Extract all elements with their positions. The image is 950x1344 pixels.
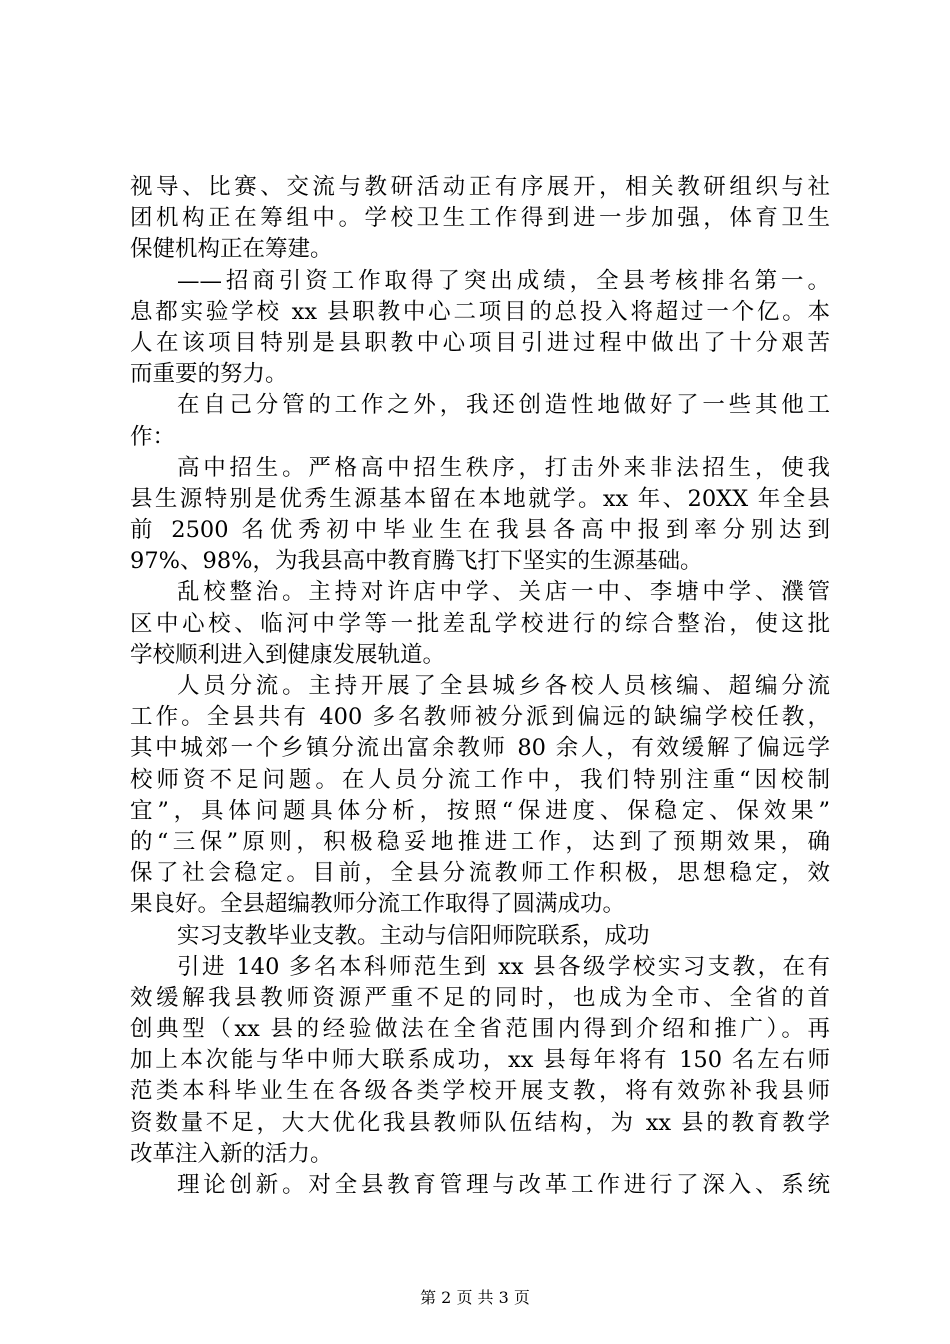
text-line: 果良好。全县超编教师分流工作取得了圆满成功。 xyxy=(130,891,626,918)
text-line: 县生源特别是优秀生源基本留在本地就学。xx 年、20XX 年全县 xyxy=(130,485,830,512)
document-body xyxy=(130,172,830,1201)
text-line: 范类本科毕业生在各级各类学校开展支教，将有效弥补我县师 xyxy=(130,1078,830,1105)
text-line: 息都实验学校 xx 县职教中心二项目的总投入将超过一个亿。本 xyxy=(130,298,830,325)
text-line: 而重要的努力。 xyxy=(130,361,288,388)
text-line: 宜”，具体问题具体分析，按照“保进度、保稳定、保效果” xyxy=(130,797,830,824)
text-line: 在自己分管的工作之外，我还创造性地做好了一些其他工 xyxy=(177,392,830,419)
text-line: 引进 140 多名本科师范生到 xx 县各级学校实习支教，在有 xyxy=(177,953,830,980)
text-line: 区中心校、临河中学等一批差乱学校进行的综合整治，使这批 xyxy=(130,610,830,637)
page-footer: 第 2 页 共 3 页 xyxy=(420,1288,530,1307)
text-line: 实习支教毕业支教。主动与信阳师院联系，成功 xyxy=(177,922,650,949)
text-line: 效缓解我县教师资源严重不足的同时，也成为全市、全省的首 xyxy=(130,984,830,1011)
text-line: 作： xyxy=(130,423,176,450)
text-line: 创典型（xx 县的经验做法在全省范围内得到介绍和推广）。再 xyxy=(130,1016,830,1043)
text-line: 其中城郊一个乡镇分流出富余教师 80 余人，有效缓解了偏远学 xyxy=(130,735,830,762)
text-line: 97%、98%，为我县高中教育腾飞打下坚实的生源基础。 xyxy=(130,548,703,575)
text-line: 保了社会稳定。目前，全县分流教师工作积极，思想稳定，效 xyxy=(130,860,830,887)
text-line: 学校顺利进入到健康发展轨道。 xyxy=(130,641,446,668)
text-line: 前 2500 名优秀初中毕业生在我县各高中报到率分别达到 xyxy=(130,517,830,544)
text-line: ——招商引资工作取得了突出成绩，全县考核排名第一。 xyxy=(177,267,830,294)
text-line: 人在该项目特别是县职教中心项目引进过程中做出了十分艰苦 xyxy=(130,329,830,356)
text-line: 校师资不足问题。在人员分流工作中，我们特别注重“因校制 xyxy=(130,766,830,793)
text-line: 的“三保”原则，积极稳妥地推进工作，达到了预期效果，确 xyxy=(130,828,830,855)
text-line: 团机构正在筹组中。学校卫生工作得到进一步加强，体育卫生 xyxy=(130,205,830,232)
text-line: 理论创新。对全县教育管理与改革工作进行了深入、系统 xyxy=(177,1172,830,1198)
text-line: 人员分流。主持开展了全县城乡各校人员核编、超编分流 xyxy=(177,673,830,699)
text-line: 资数量不足，大大优化我县教师队伍结构，为 xx 县的教育教学 xyxy=(130,1109,830,1136)
text-line: 高中招生。严格高中招生秩序，打击外来非法招生，使我 xyxy=(177,454,830,481)
text-line: 工作。全县共有 400 多名教师被分派到偏远的缺编学校任教， xyxy=(130,704,830,731)
text-line: 加上本次能与华中师大联系成功，xx 县每年将有 150 名左右师 xyxy=(130,1047,830,1074)
text-line: 视导、比赛、交流与教研活动正有序展开，相关教研组织与社 xyxy=(130,174,830,200)
text-line: 改革注入新的活力。 xyxy=(130,1140,333,1167)
text-line: 乱校整治。主持对许店中学、关店一中、李塘中学、濮管 xyxy=(177,579,830,606)
text-line: 保健机构正在筹建。 xyxy=(130,236,333,263)
